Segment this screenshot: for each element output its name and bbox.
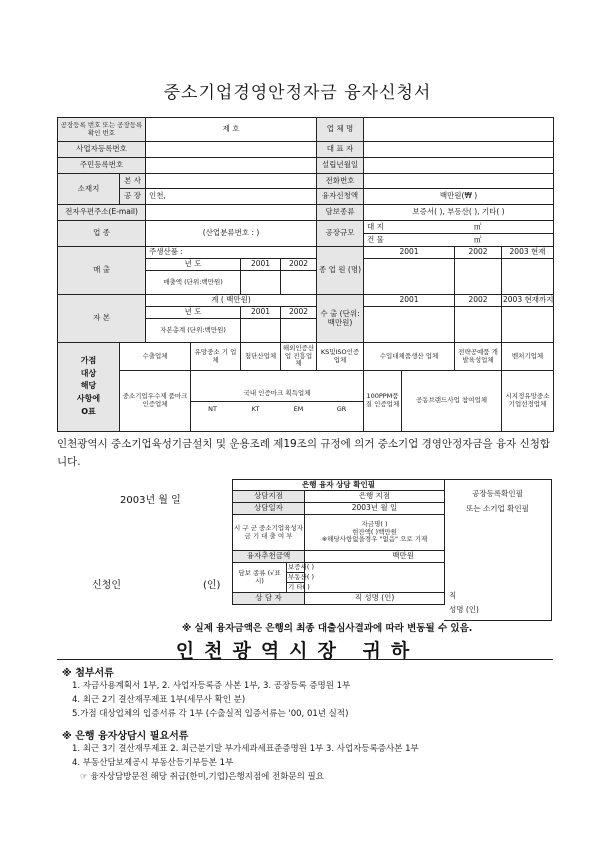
form-title: 중소기업경영안정자금 융자신청서 — [163, 83, 432, 103]
city-loan-label: 시 구 군 중소기업육성자금 기 대 출 여 부 — [233, 515, 305, 551]
capital-total-label: 자본총계 (단위:백만원) — [146, 319, 241, 343]
type-overseas[interactable]: 해외인증산업 진흥업체 — [281, 343, 317, 371]
exp-2002-value[interactable] — [455, 307, 502, 343]
phone-label: 전화번호 — [317, 174, 364, 189]
recommend-field[interactable]: 백만원 — [305, 551, 445, 563]
type-craft[interactable]: 전략공예품 개발육성업체 — [455, 343, 502, 371]
domestic-mark-label: 국내 인증마크 획득업체 — [243, 388, 311, 397]
employees-label: 종 업 원 (명) — [317, 247, 364, 295]
bank-docs-title: ※ 은행 융자상담시 필요서류 — [62, 731, 189, 742]
bank-doc-3: ☞ 융자상담방문전 해당 취급(한미,기업)은행지점에 전화문의 필요 — [80, 772, 324, 782]
type-venture[interactable]: 벤처기업체 — [502, 343, 554, 371]
factory-reg-label: 공장등록 번호 또는 공장등록 확인 번호 — [58, 118, 146, 142]
type-export[interactable]: 수출업체 — [120, 343, 191, 371]
type-hightech[interactable]: 첨단산업체 — [241, 343, 281, 371]
attach-item-2: 4. 최근 2기 결산재무제표 1부(세무사 확인 분) — [72, 695, 246, 705]
exp-2003-value[interactable] — [502, 307, 554, 343]
ceo-field[interactable] — [364, 142, 554, 158]
applicant-seal[interactable]: (인) — [203, 580, 221, 591]
emp-2003-value[interactable] — [502, 259, 554, 295]
land-field[interactable] — [364, 221, 554, 234]
capital-total[interactable]: 계 ( 백만원) — [146, 295, 317, 307]
bank-header: 은행 융자 상담 확인필 — [233, 480, 445, 491]
application-date[interactable]: 2003년 월 일 — [120, 495, 181, 506]
industry-label: 업 종 — [58, 221, 146, 247]
type-joint-brand[interactable]: 공동브랜드사업 참여업체 — [402, 371, 502, 432]
capital-2001-value[interactable] — [241, 319, 281, 343]
phone-field[interactable] — [364, 174, 554, 189]
product-no[interactable]: 제 호 — [146, 118, 317, 142]
factory-scale-label: 공장규모 — [317, 221, 364, 247]
capital-2002-value[interactable] — [281, 319, 317, 343]
sales-amount-label: 매출액 (단위:백만원) — [146, 271, 241, 295]
biz-reg-label: 사업자등록번호 — [58, 142, 146, 158]
land-label: 대 지 — [367, 221, 384, 231]
exp-2001-value[interactable] — [364, 307, 455, 343]
confirm-line1: 공장등록확인필 — [472, 489, 523, 498]
consult-date-label: 상담일자 — [233, 503, 305, 515]
industry-field[interactable]: (산업분류번호 : ) — [146, 221, 317, 247]
officer-field[interactable]: 직 성명 (인) — [305, 593, 445, 605]
ceo-label: 대 표 자 — [317, 142, 364, 158]
real-estate-option[interactable]: 부동산( ) — [288, 572, 314, 581]
fund-name: 자금명( ) — [361, 520, 388, 529]
city-loan-field[interactable] — [305, 515, 445, 551]
branch-field[interactable]: 은행 지점 — [305, 491, 445, 503]
attach-item-3: 5.가점 대상업체의 입증서류 각 1부 (수출실적 입증서류는 '00, 01년 실적) — [72, 709, 349, 719]
officer-label: 상 담 자 — [233, 593, 305, 605]
current-balance: 현잔액( )백만원 — [352, 527, 397, 536]
main-product-field[interactable]: 주생산품 : — [146, 247, 317, 259]
land-unit: ㎡ — [473, 221, 482, 231]
sales-2001-value[interactable] — [241, 271, 281, 295]
company-name-label: 업 체 명 — [317, 118, 364, 142]
email-field[interactable] — [146, 205, 317, 221]
attach-item-1: 1. 자금사용계획서 1부, 2. 사업자등록증 사본 1부, 3. 공장등록 증명원 1부 — [72, 681, 351, 691]
recommend-label: 융자추천금액 — [233, 551, 305, 563]
addressee: 인천광역시장 귀하 — [175, 640, 420, 662]
collateral-label: 담보종류 — [317, 205, 364, 221]
bank-doc-1: 1. 최근 3기 결산재무제표 2. 최근분기말 부가세과세표준증명원 1부 3. 사업자등록증사본 1부 — [72, 744, 419, 754]
application-table — [57, 117, 554, 432]
loan-amount-field[interactable]: 백만원(₩ ) — [364, 189, 554, 205]
resident-reg-field[interactable] — [146, 158, 317, 174]
collateral-detail[interactable] — [305, 563, 445, 593]
established-label: 설립년월일 — [317, 158, 364, 174]
type-100ppm[interactable]: 100PPM품질 인증업체 — [364, 371, 402, 432]
building-unit: ㎡ — [473, 234, 482, 244]
sales-year-label: 년 도 — [146, 259, 241, 271]
mark-em[interactable]: EM — [293, 404, 304, 413]
loan-amount-label: 융자신청액 — [317, 189, 364, 205]
exp-2003: 2003 현재까지 — [502, 295, 554, 307]
applicable-label: 가점 대상 해당 사항에 O표 — [58, 343, 120, 432]
capital-2001: 2001 — [241, 307, 281, 319]
cert-marks — [191, 401, 363, 416]
other-option[interactable]: 기 타( ) — [288, 582, 310, 591]
mark-kt[interactable]: KT — [251, 404, 260, 413]
bank-doc-2: 4. 부동산담보제공시 부동산등기부등본 1부 — [72, 758, 234, 768]
emp-2002: 2002 — [455, 247, 502, 259]
company-name-field[interactable] — [364, 118, 554, 142]
consult-date-field[interactable]: 2003년 월 일 — [305, 503, 445, 515]
type-import[interactable]: 수입대체품생산 업체 — [364, 343, 455, 371]
loan-note: ※ 실제 융자금액은 은행의 최종 대출심사결과에 따라 변동될 수 있음. — [182, 623, 473, 634]
building-field[interactable] — [364, 234, 554, 247]
bank-confirmation-table — [232, 479, 445, 605]
building-label: 건 물 — [367, 234, 384, 244]
sales-label: 매 출 — [58, 247, 146, 295]
export-label: 수 출 (단위:백만원) — [317, 295, 364, 343]
head-office-field[interactable] — [146, 174, 317, 189]
confirm-line2: 또는 소기업 확인필 — [466, 504, 529, 513]
capital-label: 자 본 — [58, 295, 146, 343]
none-note: ※해당사항없을경우 "없음" 으로 기재 — [321, 535, 428, 544]
emp-2001: 2001 — [364, 247, 455, 259]
emp-2003: 2003 현재 — [502, 247, 554, 259]
emp-2001-value[interactable] — [364, 259, 455, 295]
branch-label: 상담지점 — [233, 491, 305, 503]
type-ks-iso[interactable]: KS및ISO인증업체 — [317, 343, 364, 371]
attachments-title: ※ 첨부서류 — [62, 668, 114, 679]
established-field[interactable] — [364, 158, 554, 174]
sales-2002-value[interactable] — [281, 271, 317, 295]
collateral-field[interactable]: 보증서( ), 부동산( ), 기타( ) — [364, 205, 554, 221]
email-label: 전자우편주소(E-mail) — [58, 205, 146, 221]
factory-label: 공 장 — [120, 189, 146, 205]
bank-collateral-label: 담보 종류 (√표시) — [233, 563, 287, 593]
application-statement: 인천광역시 중소기업육성기금설치 및 운용조례 제19조의 규정에 의거 중소기업 경영안정자금을 융자 신청합니다. — [57, 438, 551, 468]
exp-2001: 2001 — [364, 295, 455, 307]
sales-2001: 2001 — [241, 259, 281, 271]
emp-2002-value[interactable] — [455, 259, 502, 295]
type-promising[interactable]: 유망중소 기 업 체 — [191, 343, 241, 371]
factory-field[interactable]: 인천, — [146, 189, 317, 205]
factory-confirm-box — [444, 479, 552, 621]
confirm-position[interactable]: 직 — [449, 591, 457, 600]
resident-reg-label: 주민등록번호 — [58, 158, 146, 174]
mark-nt[interactable]: NT — [208, 404, 217, 413]
type-excellent-mark[interactable]: 중소기업우수제 품마크인증업체 — [120, 371, 191, 432]
capital-2002: 2002 — [281, 307, 317, 319]
location-label: 소재지 — [58, 174, 120, 205]
mark-gr[interactable]: GR — [336, 404, 347, 413]
applicant-label: 신청인 — [92, 580, 121, 591]
confirm-name[interactable]: 성명 (인) — [449, 605, 479, 614]
guarantee-option[interactable]: 보증서( ) — [288, 562, 314, 571]
type-city-promising[interactable]: 시지정유망중소 기업선정업체 — [502, 371, 554, 432]
head-office-label: 본 사 — [120, 174, 146, 189]
capital-year-label: 년 도 — [146, 307, 241, 319]
divider-top — [57, 659, 553, 660]
sales-2002: 2002 — [281, 259, 317, 271]
type-domestic-mark[interactable] — [191, 371, 364, 432]
biz-reg-field[interactable] — [146, 142, 317, 158]
exp-2002: 2002 — [455, 295, 502, 307]
